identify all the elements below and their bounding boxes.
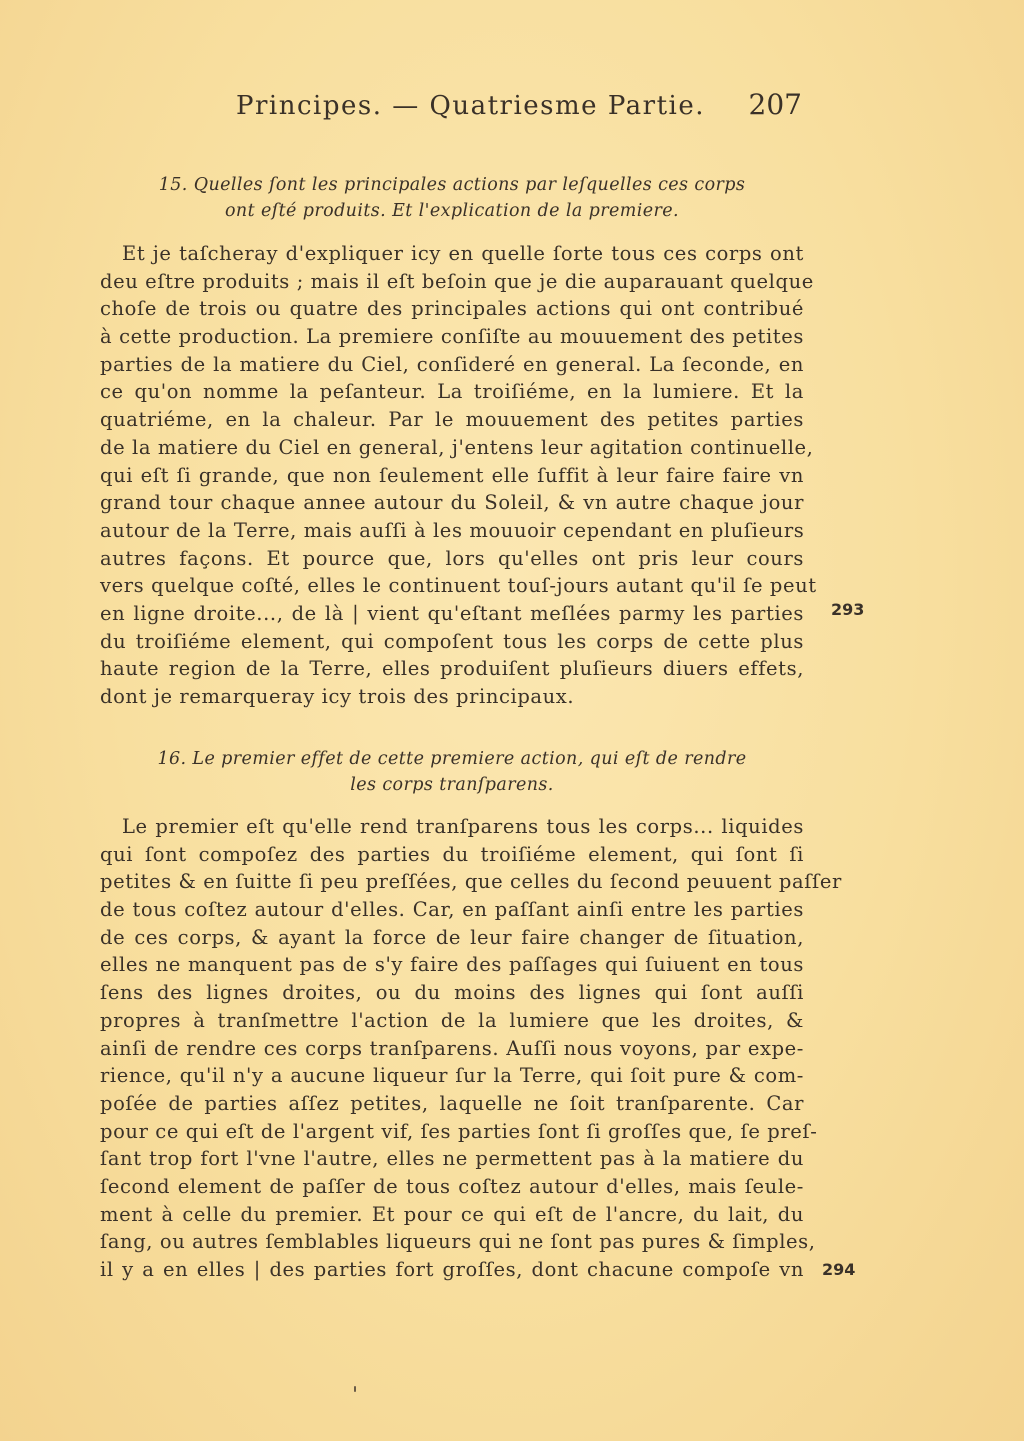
section-16-heading	[100, 746, 804, 798]
page-number: 207	[748, 88, 802, 121]
text-line: deu eſtre produits ; mais il eſt beſoin que je die auparauant quelque	[100, 269, 814, 293]
text-line: parties de la matiere du Ciel, conſideré en general. La ſeconde, en	[100, 352, 804, 376]
text-line: Et je taſcheray d'expliquer icy en quelle ſorte tous ces corps ont	[122, 242, 804, 265]
text-line: Le premier eſt qu'elle rend tranſparens tous les corps... liquides	[122, 815, 804, 838]
section-15-heading-line: 15. Quelles ſont les principales actions par leſquelles ces corps	[158, 175, 746, 195]
running-head-title: Principes. — Quatriesme Partie.	[236, 91, 705, 121]
text-line: dont je remarqueray icy trois des principaux.	[100, 685, 575, 708]
section-16-heading-line: 16. Le premier effet de cette premiere action, qui eſt de rendre	[157, 749, 747, 769]
text-line: haute region de la Terre, elles produiſent pluſieurs diuers effets,	[100, 657, 804, 681]
text-line: quatriéme, en la chaleur. Par le mouuement des petites parties	[100, 408, 804, 432]
text-line: qui ſont compoſez des parties du troiſiéme element, qui ſont ſi	[100, 842, 804, 866]
section-15-heading-line: ont eſté produits. Et l'explication de la premiere.	[224, 201, 679, 221]
text-line: à cette production. La premiere conſiſte au mouuement des petites	[100, 325, 804, 349]
text-line: il y a en elles | des parties fort groſſes, dont chacune compoſe vn	[100, 1258, 804, 1281]
text-line: rience, qu'il n'y a aucune liqueur ſur la Terre, qui ſoit pure & com-	[100, 1064, 804, 1088]
text-line: pour ce qui eſt de l'argent vif, ſes parties ſont ſi groſſes que, ſe preſ-	[100, 1119, 818, 1143]
text-line: ce qu'on nomme la peſanteur. La troiſiéme, en la lumiere. Et la	[100, 380, 804, 404]
text-line: de ces corps, & ayant la force de leur faire changer de ſituation,	[100, 925, 804, 949]
text-line: ainſi de rendre ces corps tranſparens. Auſſi nous voyons, par expe-	[100, 1036, 804, 1060]
text-line: propres à tranſmettre l'action de la lumiere que les droites, &	[100, 1008, 804, 1032]
text-line: en ligne droite..., de là | vient qu'eſtant meſlées parmy les parties	[100, 601, 804, 625]
text-line: autres façons. Et pource que, lors qu'elles ont pris leur cours	[100, 546, 804, 570]
text-line: ſens des lignes droites, ou du moins des lignes qui ſont auſſi	[100, 981, 804, 1005]
section-15-heading	[100, 172, 804, 224]
ink-speck	[354, 1386, 356, 1392]
text-line: grand tour chaque annee autour du Soleil, & vn autre chaque jour	[100, 491, 804, 515]
text-line: ſang, ou autres ſemblables liqueurs qui ne ſont pas pures & ſimples,	[100, 1230, 816, 1254]
margin-page-reference: 294	[822, 1260, 856, 1279]
text-line: choſe de trois ou quatre des principales actions qui ont contribué	[100, 297, 804, 321]
running-head	[236, 88, 802, 121]
text-line: de la matiere du Ciel en general, j'entens leur agitation continuelle,	[100, 435, 814, 459]
section-15-paragraph	[100, 240, 817, 711]
text-line: vers quelque coſté, elles le continuent touſ-jours autant qu'il ſe peut	[100, 574, 817, 598]
text-line: du troiſiéme element, qui compoſent tous les corps de cette plus	[100, 629, 804, 653]
text-line: ſecond element de paſſer de tous coſtez autour d'elles, mais ſeule-	[100, 1174, 804, 1198]
text-line: ment à celle du premier. Et pour ce qui eſt de l'ancre, du lait, du	[100, 1202, 804, 1226]
text-line: ſant trop fort l'vne l'autre, elles ne permettent pas à la matiere du	[100, 1147, 804, 1171]
section-16-heading-line: les corps tranſparens.	[350, 775, 554, 795]
text-line: de tous coſtez autour d'elles. Car, en paſſant ainſi entre les parties	[100, 898, 804, 922]
margin-page-reference: 293	[831, 600, 865, 619]
text-line: poſée de parties aſſez petites, laquelle ne ſoit tranſparente. Car	[100, 1091, 804, 1115]
text-line: elles ne manquent pas de s'y faire des paſſages qui ſuiuent en tous	[100, 953, 804, 977]
text-line: qui eſt ſi grande, que non ſeulement elle ſuffit à leur faire faire vn	[100, 463, 804, 487]
text-line: autour de la Terre, mais auſſi à les mouuoir cependant en pluſieurs	[100, 518, 805, 542]
text-line: petites & en ſuitte ſi peu preſſées, que celles du ſecond peuuent paſſer	[100, 870, 842, 894]
